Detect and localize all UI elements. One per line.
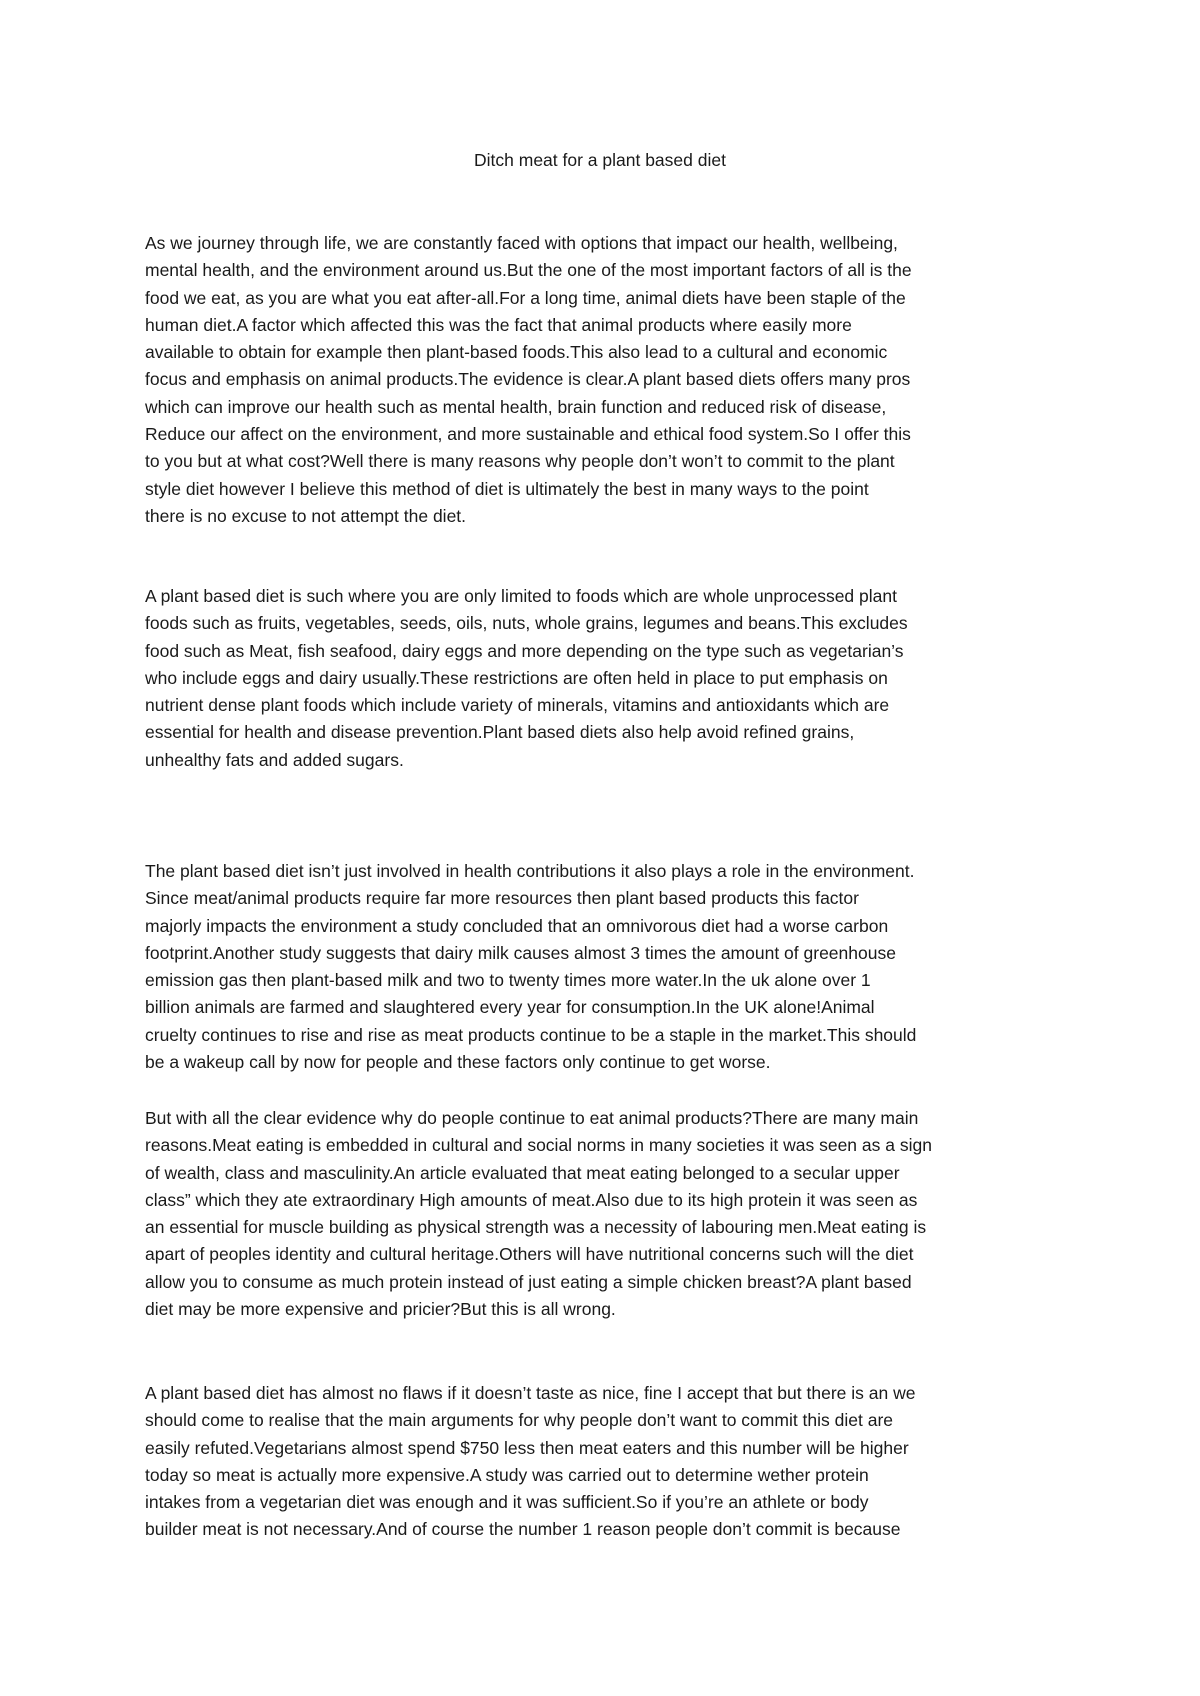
text-line: today so meat is actually more expensive.A study was carried out to determine wether protein <box>145 1464 869 1485</box>
document-title: Ditch meat for a plant based diet <box>474 150 726 170</box>
text-line: reasons.Meat eating is embedded in cultural and social norms in many societies it was seen as a sign <box>145 1135 932 1156</box>
text-line: be a wakeup call by now for people and these factors only continue to get worse. <box>145 1052 771 1073</box>
text-line: majorly impacts the environment a study concluded that an omnivorous diet had a worse carbon <box>145 915 889 936</box>
text-line: of wealth, class and masculinity.An article evaluated that meat eating belonged to a secular upper <box>145 1162 900 1183</box>
text-line: allow you to consume as much protein instead of just eating a simple chicken breast?A plant based <box>145 1271 912 1292</box>
text-line: diet may be more expensive and pricier?But this is all wrong. <box>145 1299 616 1320</box>
text-line: nutrient dense plant foods which include variety of minerals, vitamins and antioxidants which are <box>145 695 890 716</box>
paragraph-rebuttal <box>145 1380 915 1544</box>
text-line: easily refuted.Vegetarians almost spend $750 less then meat eaters and this number will be higher <box>145 1437 909 1458</box>
text-line: food we eat, as you are what you eat after-all.For a long time, animal diets have been staple of the <box>145 287 906 308</box>
text-line: unhealthy fats and added sugars. <box>145 749 404 770</box>
text-line: builder meat is not necessary.And of course the number 1 reason people don’t commit is because <box>145 1519 901 1540</box>
text-line: A plant based diet has almost no flaws if it doesn’t taste as nice, fine I accept that but there is an we <box>145 1383 916 1403</box>
text-line: A plant based diet is such where you are only limited to foods which are whole unprocessed plant <box>145 586 897 606</box>
text-line: human diet.A factor which affected this was the fact that animal products where easily more <box>145 314 852 335</box>
text-line: cruelty continues to rise and rise as meat products continue to be a staple in the market.This should <box>145 1024 917 1045</box>
paragraph-environment <box>145 858 916 1076</box>
text-line: essential for health and disease prevention.Plant based diets also help avoid refined grains, <box>145 722 855 743</box>
text-line: Since meat/animal products require far more resources then plant based products this factor <box>145 888 859 909</box>
text-line: billion animals are farmed and slaughtered every year for consumption.In the UK alone!Animal <box>145 997 875 1018</box>
text-line: to you but at what cost?Well there is many reasons why people don’t won’t to commit to the plant <box>145 451 895 472</box>
text-line: apart of peoples identity and cultural heritage.Others will have nutritional concerns such will the diet <box>145 1244 914 1265</box>
text-line: should come to realise that the main arguments for why people don’t want to commit this diet are <box>145 1410 894 1431</box>
text-line: mental health, and the environment around us.But the one of the most important factors of all is the <box>145 260 912 281</box>
text-line: emission gas then plant-based milk and two to twenty times more water.In the uk alone over 1 <box>145 970 871 991</box>
text-line: focus and emphasis on animal products.The evidence is clear.A plant based diets offers many pros <box>145 369 911 390</box>
text-line: But with all the clear evidence why do people continue to eat animal products?There are many main <box>145 1108 919 1128</box>
text-line: The plant based diet isn’t just involved in health contributions it also plays a role in the environment. <box>145 861 915 881</box>
text-line: style diet however I believe this method of diet is ultimately the best in many ways to the point <box>145 478 869 499</box>
text-line: Reduce our affect on the environment, and more sustainable and ethical food system.So I offer this <box>145 424 911 445</box>
text-line: footprint.Another study suggests that dairy milk causes almost 3 times the amount of greenhouse <box>145 942 896 963</box>
text-line: class” which they ate extraordinary High amounts of meat.Also due to its high protein it was seen as <box>145 1189 918 1210</box>
paragraph-reasons <box>145 1105 932 1323</box>
text-line: As we journey through life, we are constantly faced with options that impact our health, wellbeing, <box>145 233 898 253</box>
text-line: available to obtain for example then plant-based foods.This also lead to a cultural and economic <box>145 342 888 363</box>
text-line: food such as Meat, fish seafood, dairy eggs and more depending on the type such as vegetarian’s <box>145 640 904 661</box>
paragraph-intro <box>145 230 912 530</box>
paragraph-definition <box>145 583 908 774</box>
text-line: who include eggs and dairy usually.These restrictions are often held in place to put emphasis on <box>145 667 888 688</box>
text-line: foods such as fruits, vegetables, seeds, oils, nuts, whole grains, legumes and beans.This excludes <box>145 613 908 634</box>
text-line: there is no excuse to not attempt the diet. <box>145 505 467 526</box>
text-line: an essential for muscle building as physical strength was a necessity of labouring men.Meat eating is <box>145 1217 927 1238</box>
text-line: which can improve our health such as mental health, brain function and reduced risk of disease, <box>145 396 887 417</box>
text-line: intakes from a vegetarian diet was enough and it was sufficient.So if you’re an athlete or body <box>145 1492 869 1513</box>
